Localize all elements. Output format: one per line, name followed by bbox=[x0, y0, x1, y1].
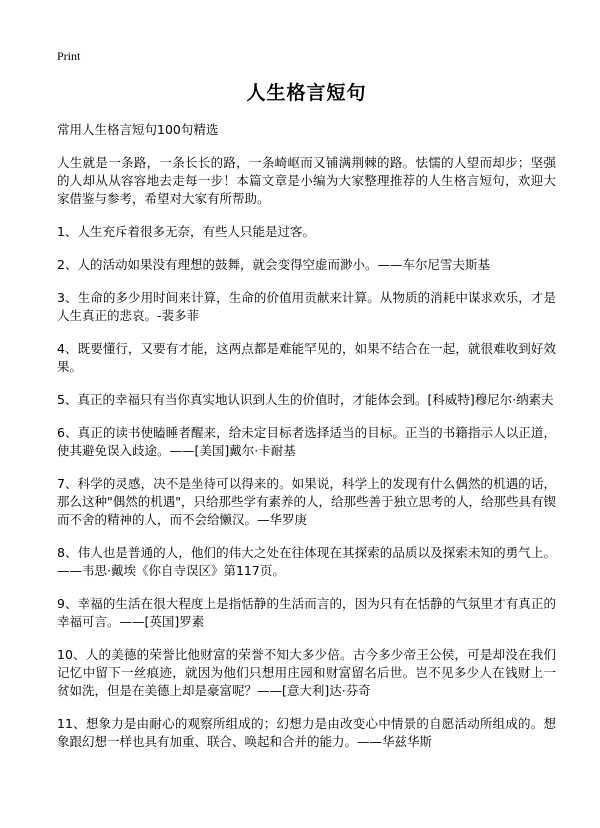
quote-item: 6、真正的读书使瞌睡者醒来，给未定目标者选择适当的目标。正当的书籍指示人以正道，使其避免误入歧途。——[美国]戴尔·卡耐基 bbox=[57, 425, 556, 458]
quote-item: 8、伟人也是普通的人，他们的伟大之处在往体现在其探索的品质以及探索未知的勇气上。——韦思·戴埃《你自寺误区》第117页。 bbox=[57, 545, 556, 578]
quote-item: 3、生命的多少用时间来计算，生命的价值用贡献来计算。从物质的消耗中谋求欢乐，才是人生真正的悲哀。-裴多菲 bbox=[57, 290, 556, 323]
quote-item: 7、科学的灵感，决不是坐待可以得来的。如果说，科学上的发现有什么偶然的机遇的话，那么这种"偶然的机遇"，只给那些学有素养的人，给那些善于独立思考的人，给那些具有锲而不舍的精神的人，而不会给懒汉。—华罗庚 bbox=[57, 476, 557, 527]
quote-item: 11、想象力是由耐心的观察所组成的；幻想力是由改变心中情景的自愿活动所组成的。想象跟幻想一样也具有加重、联合、唤起和合并的能力。——华兹华斯 bbox=[57, 716, 556, 749]
print-label: Print bbox=[57, 49, 81, 63]
intro-paragraph: 人生就是一条路，一条长长的路，一条崎岖而又铺满荆棘的路。怯懦的人望而却步；坚强的人却从从容容地去走每一步！本篇文章是小编为大家整理推荐的人生格言短句，欢迎大家借鉴与参考，希望对大家有所帮助。 bbox=[57, 155, 556, 206]
page-subtitle: 常用人生格言短句100句精选 bbox=[57, 122, 219, 137]
quote-item: 1、人生充斥着很多无奈，有些人只能是过客。 bbox=[57, 224, 315, 239]
quote-item: 9、幸福的生活在很大程度上是指恬静的生活而言的，因为只有在恬静的气氛里才有真正的幸福可言。——[英国]罗素 bbox=[57, 596, 556, 629]
quote-item: 5、真正的幸福只有当你真实地认识到人生的价值时，才能体会到。[科威特]穆尼尔·纳素夫 bbox=[57, 392, 554, 407]
page-title: 人生格言短句 bbox=[246, 82, 367, 104]
quote-item: 2、人的活动如果没有理想的鼓舞，就会变得空虚而渺小。——车尔尼雪夫斯基 bbox=[57, 257, 490, 272]
quote-item: 4、既要懂行，又要有才能，这两点都是难能罕见的，如果不结合在一起，就很难收到好效果。 bbox=[57, 341, 556, 374]
quote-item: 10、人的美德的荣誉比他财富的荣誉不知大多少倍。古今多少帝王公侯，可是却没在我们记忆中留下一丝痕迹，就因为他们只想用庄园和财富留名后世。岂不见多少人在钱财上一贫如洗，但是在美德上却是豪富呢？——[意大利]达·芬奇 bbox=[57, 647, 556, 698]
